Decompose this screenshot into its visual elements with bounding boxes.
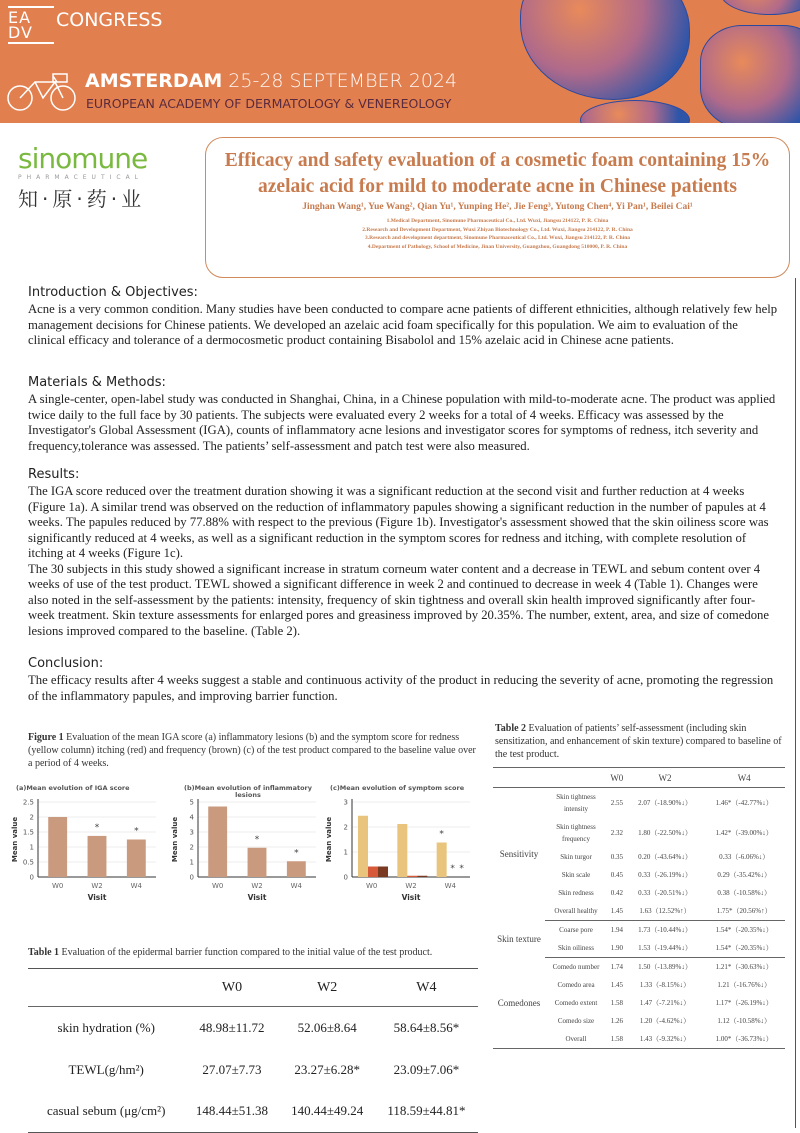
table-cell: 0.42 [610,889,623,897]
affiliations: 1.Medical Department, Sinomune Pharmaceutical Co., Ltd. Wuxi, Jiangsu 214122, P. R. China 2.Research and Development Department, Wuxi Zhiyan Biotechnology Co., Ltd. Wuxi, Jiangsu 214122, P. R. China 3.Research and development department, Sinomune Pharmaceutical Co., Ltd. Wuxi, Jiangsu 214122, P. R. China 4.Department of Pathology, School of Medicine, Jinan University, Guangzhou, Guangdong 510000, P. R. China [362,218,633,250]
chart-symptom-score [322,782,480,907]
table-cell: 23.27±6.28* [294,1061,360,1077]
table-cell: 1.20（-4.62%↓） [639,1017,691,1025]
significance-star: * [459,864,464,874]
y-tick-label: 0.5 [22,858,34,867]
x-tick-label: W4 [444,882,457,890]
bar [417,876,427,877]
table-cell: Overall [545,1030,607,1049]
chart-inflammatory-lesions [168,782,323,907]
table-cell: Skin redness [558,889,594,897]
table-cell: casual sebum (μg/cm²) [46,1103,166,1119]
y-tick-label: 0 [343,873,348,882]
y-axis-label: Mean value [171,816,179,863]
table-cell: 1.21*（-30.63%↓） [715,963,773,971]
table-row [493,788,785,819]
table-cell: 1.53（-19.44%↓） [627,939,704,958]
dates: 25-28 SEPTEMBER 2024 [228,70,458,92]
section-results: Results: The IGA score reduced over the treatment duration showing it was a significant reduction at the second visit and further reduction at 4 weeks (Figure 1a). A similar trend was observed on the reduction of inflammatory papules showing a significant reduction in the number of papules at 4 weeks. The papules reduced by 77.88% with respect to the previous (Figure 1b). Investigator's assessment showed that the skin oiliness score was significantly reduced at 4 weeks, as well as a significant reduction in the symptom scores for redness and itching, with complete resolution of itching at 4 weeks (Figure 1c). The 30 subjects in this study showed a significant increase in stratum corneum water content and a decrease in TEWL and sebum content over 4 weeks of use of the test product. TEWL showed a significant difference in week 2 and continued to decrease in week 4 (Table 1). Changes were also noted in the self-assessment by the patients: intensity, frequency of skin tightness and overall skin health improved significantly after four-week treatment. Skin texture assessments for enlarged pores and greasiness improved by 20.35%. The number, extent, area, and size of comedone lesions improved compared to the baseline. (Table 2). [28,467,770,638]
table-cell: 1.63（12.52%↑） [627,902,704,921]
table-cell: 1.45 [607,902,627,921]
table-cell: 1.74 [610,963,623,971]
table-cell: 1.47（-7.21%↓） [639,999,691,1007]
bar [407,876,417,877]
bar [88,836,107,877]
table-cell: skin hydration (%) [57,1019,155,1035]
table-cell: 1.46*（-42.77%↓） [715,799,773,807]
y-tick-label: 3 [343,798,348,807]
table-cell: 2.32 [610,829,623,837]
table-cell: 2.55 [610,799,623,807]
table-row [493,921,785,940]
chart-title: (a)Mean evolution of IGA score [16,784,130,792]
bar [208,807,227,878]
y-axis-label: Mean value [11,816,19,863]
bar [127,840,146,878]
x-tick-label: W2 [251,882,263,890]
table-cell: 1.58 [610,999,623,1007]
table1-caption: Table 1 Evaluation of the epidermal barrier function compared to the initial value of the test product. [28,947,433,958]
city: AMSTERDAM [85,70,223,92]
y-tick-label: 1 [189,858,194,867]
chart-title: (c)Mean evolution of symptom score [330,784,465,792]
x-axis-label: Visit [401,893,421,902]
table-cell: 1.58 [607,1030,627,1049]
table-cell: 140.44±49.24 [291,1103,364,1119]
table-cell: Skin tightness frequency [556,823,596,843]
significance-star: * [254,834,260,845]
table-cell: 118.59±44.81* [387,1103,466,1119]
table-cell: 1.33（-8.15%↓） [639,981,691,989]
table-cell: 0.33（-26.19%↓） [638,871,692,879]
significance-star: * [94,822,100,833]
table-cell: Skin tightness intensity [556,793,596,813]
bar [397,824,407,877]
bicycle-icon [5,68,79,112]
bar [437,843,447,878]
significance-star: * [450,864,455,874]
table-cell: 0.33（-20.51%↓） [638,889,692,897]
table-cell: 27.07±7.73 [202,1061,262,1077]
table-cell: 1.80（-22.50%↓） [638,829,692,837]
significance-star: * [134,826,139,837]
y-tick-label: 0 [189,873,194,882]
table-cell: 0.20（-43.64%↓） [638,853,692,861]
decorative-blob [720,0,800,15]
table-row [493,958,785,977]
y-tick-label: 5 [189,798,194,807]
table-cell: 1.12（-10.58%↓） [717,1017,772,1025]
table-cell: 23.09±7.06* [393,1061,460,1077]
y-tick-label: 2 [343,823,348,832]
y-tick-label: 2 [189,843,194,852]
y-tick-label: 1.5 [22,828,34,837]
table-cell: 1.42*（-39.00%↓） [715,829,773,837]
table-cell: Skin oiliness [545,939,607,958]
group-label: Comedones [497,997,541,1008]
table-cell: 1.54*（-20.35%↓） [715,926,773,934]
x-axis-label: Visit [247,893,267,902]
table-cell: 1.73（-10.44%↓） [638,926,692,934]
table-cell: Skin scale [561,871,591,879]
table1-barrier-function: W0 W2 W4 skin hydration (%) 48.98±11.72 52.06±8.64 58.64±8.56* TEWL(g/hm²) 27.07±7.73 23.27±6.28* 23.09±7.06* casual sebum (μg/cm²) 148.44±51.38 140.44±49.24 118.59±44.81* [28,968,478,1133]
table-cell: 1.50（-13.89%↓） [638,963,692,971]
table-cell: 0.38（-10.58%↓） [717,889,772,897]
section-introduction: Introduction & Objectives: Acne is a very common condition. Many studies have been conducted to compare acne patients of different ethnicities, although relatively few help management decisions for Chinese patients. We developed an azelaic acid foam specifically for this population. We aim to evaluation of the clinical efficacy and tolerance of a dermocosmetic product containing Bisabolol and 15% azelaic acid in Chinese acne patients. [28,285,778,347]
bar [287,861,306,877]
table-cell: 1.21（-16.76%↓） [717,981,772,989]
figure1-caption: Figure 1 Evaluation of the mean IGA score (a) inflammatory lesions (b) and the symptom score for redness (yellow column) itching (red) and frequency (brown) (c) of the test product compared to the baseline value over a period of 4 weeks. [28,732,476,769]
x-tick-label: W2 [405,882,417,890]
table-row [28,1091,478,1133]
y-tick-label: 2 [29,813,34,822]
table-cell: 1.75*（20.56%↑） [703,902,785,921]
y-tick-label: 3 [189,828,194,837]
border-line [795,278,796,1128]
table-cell: Skin turgor [560,853,592,861]
table-cell: 1.94 [610,926,623,934]
table-cell: Comedo number [552,963,600,971]
decorative-blob [580,100,690,123]
bar [378,867,388,878]
sponsor-logo: sinomune PHARMACEUTICAL 知·原·药·业 [18,142,148,211]
x-tick-label: W2 [91,882,103,890]
x-tick-label: W0 [51,882,64,890]
decorative-blob [520,0,690,100]
y-tick-label: 1 [29,843,34,852]
table-cell: 0.45 [610,871,623,879]
chart-iga-score [8,782,163,907]
academy: EUROPEAN ACADEMY OF DERMATOLOGY & VENEREOLOGY [86,96,452,111]
x-tick-label: W4 [290,882,303,890]
table-cell: 0.33（-6.06%↓） [719,853,770,861]
table-cell: Comedo area [557,981,595,989]
y-tick-label: 1 [343,848,348,857]
x-tick-label: W4 [130,882,143,890]
table-cell: 52.06±8.64 [297,1019,357,1035]
decorative-blob [700,25,800,123]
table-cell: 0.29（-35.42%↓） [717,871,772,879]
table-cell: 1.26 [610,1017,623,1025]
table-cell: 1.54*（-20.35%↓） [703,939,785,958]
x-axis-label: Visit [87,893,107,902]
table-cell: 0.35 [610,853,623,861]
table-cell: Overall healthy [545,902,607,921]
significance-star: * [439,829,444,840]
table-cell: Coarse pore [559,926,593,934]
y-axis-label: Mean value [325,816,333,863]
table-cell: Comedo size [557,1017,595,1025]
bar [48,817,67,877]
bar [368,867,378,878]
significance-star: * [294,848,299,859]
table2-self-assessment: W0 W2 W4 Sensitivity Skin tightness intensity 2.55 2.07（-18.90%↓） 1.46*（-42.77%↓） Skin tightness frequency 2.32 1.80（-22.50%↓） 1.42*（-39.00%↓） Skin turgor 0.35 0.20（-43.64%↓） 0.33（-6.06%↓） Skin scale 0.45 0.33（-26.19%↓） 0.29（-35.42%↓） Skin redness 0.42 0.33（-20.51%↓） 0.38（-10.58%↓） Overall healthy 1.45 1.63（12.52%↑） 1.75*（20.56%↑） Skin texture Coarse pore 1.94 1.73（-10.44%↓） 1.54*（-20.35%↓） Skin oiliness 1.90 1.53（-19.44%↓） 1.54*（-20.35%↓） Comedones Comedo number 1.74 1.50（-13.89%↓） 1.21*（-30.63%↓） Comedo area 1.45 1.33（-8.15%↓） 1.21（-16.76%↓） Comedo extent 1.58 1.47（-7.21%↓） 1.17*（-26.19%↓） Comedo size 1.26 1.20（-4.62%↓） 1.12（-10.58%↓） Overall 1.58 1.43（-9.32%↓） 1.00*（-36.73%↓） [493,767,785,1049]
section-conclusion: Conclusion: The efficacy results after 4 weeks suggest a stable and continuous activity of the product in reducing the severity of acne, promoting the regression of the inflammatory papules, and improving barrier function. [28,656,774,703]
poster-title: Efficacy and safety evaluation of a cosmetic foam containing 15% azelaic acid for mild to moderate acne in Chinese patients [224,150,771,197]
table-cell: 1.00*（-36.73%↓） [703,1030,785,1049]
table-cell: 58.64±8.56* [393,1019,460,1035]
table-cell: 148.44±51.38 [195,1103,269,1119]
table-cell: 1.45 [610,981,623,989]
chart-title: (b)Mean evolution of inflammatory [184,784,312,792]
chart-title-line2: lesions [235,791,261,799]
authors: Jinghan Wang¹, Yue Wang², Qian Yu¹, Yunping He², Jie Feng³, Yutong Chen⁴, Yi Pan¹, Beilei Cai¹ [302,202,693,212]
group-label: Skin texture [497,934,541,944]
y-tick-label: 2.5 [22,798,34,807]
congress-banner: EA DV CONGRESS AMSTERDAM 25-28 SEPTEMBER 2024 EUROPEAN ACADEMY OF DERMATOLOGY & VENEREOLOGY [0,0,800,123]
table2-caption: Table 2 Evaluation of patients’ self-assessment (including skin sensitization, and enhancement of skin texture) compared to baseline of the test product. [495,723,782,760]
table-cell: TEWL(g/hm²) [68,1061,144,1077]
table-cell: 1.90 [607,939,627,958]
table-row [28,1007,478,1049]
section-methods: Materials & Methods: A single-center, open-label study was conducted in Shanghai, China, in a Chinese population with mild-to-moderate acne. The product was applied twice daily to the full face by 30 patients. The subjects were evaluated every 2 weeks for a total of 4 weeks. Efficacy was assessed by the Investigator's Global Assessment (IGA), counts of inflammatory acne lesions and investigator scores for symptoms of redness, itch severity and frequency,tolerance was assessed. The patients’ self-assessment and patch test were also measured. [28,375,776,453]
table-cell: Comedo extent [554,999,598,1007]
x-tick-label: W0 [365,882,378,890]
y-tick-label: 4 [189,813,194,822]
table-cell: 48.98±11.72 [199,1019,265,1035]
group-label: Sensitivity [499,849,539,860]
bar [358,816,368,877]
table-cell: 1.43（-9.32%↓） [627,1030,704,1049]
bar [248,848,267,877]
x-tick-label: W0 [211,882,224,890]
y-tick-label: 0 [29,873,34,882]
table-cell: 1.17*（-26.19%↓） [715,999,773,1007]
table-row [28,1049,478,1091]
title-box [205,137,790,278]
table-cell: 2.07（-18.90%↓） [638,799,692,807]
